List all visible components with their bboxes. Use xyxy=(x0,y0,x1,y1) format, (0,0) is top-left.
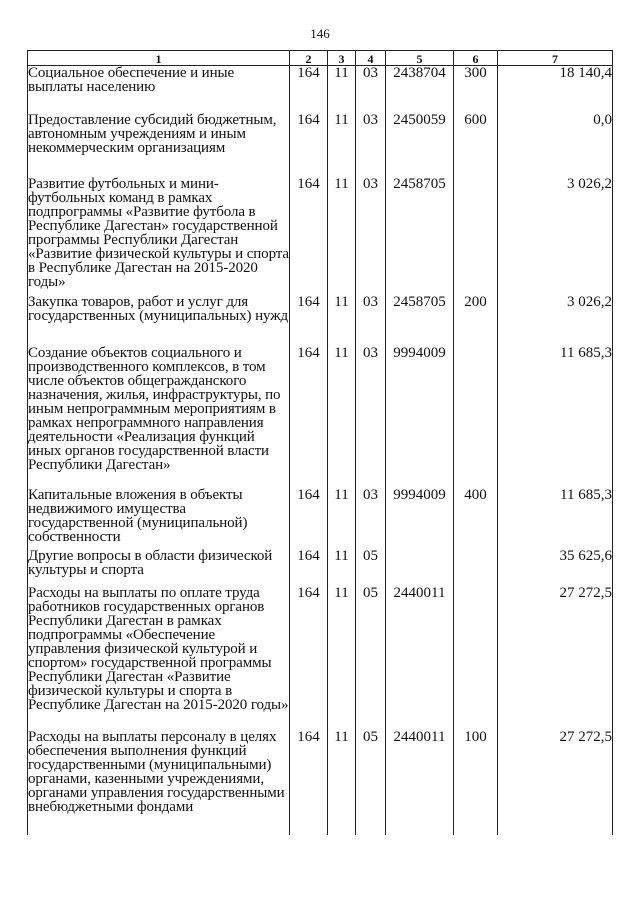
page-number: 146 xyxy=(310,26,330,41)
table-row xyxy=(28,177,613,295)
cell-pr-text: 05 xyxy=(363,547,378,564)
cell-rz-text: 11 xyxy=(334,344,349,361)
cell-vr xyxy=(454,295,498,346)
cell-rz-text: 11 xyxy=(334,175,349,192)
cell-vr-text: 200 xyxy=(464,293,487,310)
table-header-row xyxy=(28,51,613,66)
cell-name-text: Создание объектов социального и производственного комплексов, в том числе объектов общегражданского назначения, жилья, инфраструктуры, по иным непрограммным мероприятиям в рамках непрограммного направления деятельности «Реализация функций иных органов государственной власти Республики Дагестан» xyxy=(28,344,281,473)
cell-sum xyxy=(498,113,613,177)
cell-name-text: Развитие футбольных и мини-футбольных команд в рамках подпрограммы «Развитие футбола в Республике Дагестан» государственной программы Республики Дагестан «Развитие физической культуры и спорта в Республике Дагестан на 2015-2020 годы» xyxy=(28,175,289,290)
table-row xyxy=(28,66,613,113)
cell-name xyxy=(28,113,290,177)
table-row xyxy=(28,346,613,488)
cell-csr xyxy=(386,295,454,346)
cell-name xyxy=(28,295,290,346)
column-header: 4 xyxy=(356,51,386,66)
cell-rz-text: 11 xyxy=(334,293,349,310)
cell-ved xyxy=(290,346,328,488)
cell-name-text: Капитальные вложения в объекты недвижимого имущества государственной (муниципальной) собственности xyxy=(28,486,248,545)
table-row xyxy=(28,586,613,730)
cell-pr xyxy=(356,113,386,177)
cell-csr xyxy=(386,66,454,113)
cell-csr-text: 9994009 xyxy=(393,486,446,503)
cell-pr-text: 05 xyxy=(363,728,378,745)
column-header: 5 xyxy=(386,51,454,66)
cell-name-text: Социальное обеспечение и иные выплаты населению xyxy=(28,65,235,95)
cell-ved-text: 164 xyxy=(297,65,320,81)
cell-rz-text: 11 xyxy=(334,486,349,503)
cell-vr xyxy=(454,586,498,730)
column-header: 3 xyxy=(328,51,356,66)
cell-rz xyxy=(328,113,356,177)
cell-sum-text: 27 272,5 xyxy=(559,728,612,745)
cell-rz-text: 11 xyxy=(334,65,349,81)
cell-ved xyxy=(290,113,328,177)
cell-ved xyxy=(290,730,328,835)
cell-name xyxy=(28,177,290,295)
cell-vr xyxy=(454,346,498,488)
cell-name xyxy=(28,66,290,113)
cell-ved-text: 164 xyxy=(297,175,320,192)
cell-rz xyxy=(328,295,356,346)
cell-csr xyxy=(386,346,454,488)
cell-rz xyxy=(328,549,356,586)
cell-rz xyxy=(328,177,356,295)
cell-pr xyxy=(356,66,386,113)
cell-vr xyxy=(454,113,498,177)
cell-sum-text: 3 026,2 xyxy=(567,175,612,192)
cell-pr-text: 03 xyxy=(363,293,378,310)
cell-rz xyxy=(328,66,356,113)
cell-ved xyxy=(290,177,328,295)
cell-pr-text: 03 xyxy=(363,486,378,503)
cell-name-text: Расходы на выплаты по оплате труда работников государственных органов Республики Дагестан в рамках подпрограммы «Обеспечение управления физической культурой и спортом» государственной программы Республики Дагестан «Развитие физической культуры и спорта в Республике Дагестан на 2015-2020 годы» xyxy=(28,584,289,713)
cell-name-text: Другие вопросы в области физической культуры и спорта xyxy=(28,547,273,578)
cell-sum xyxy=(498,488,613,549)
cell-name xyxy=(28,549,290,586)
cell-vr xyxy=(454,177,498,295)
table-row xyxy=(28,549,613,586)
cell-csr xyxy=(386,113,454,177)
cell-vr xyxy=(454,66,498,113)
cell-rz xyxy=(328,488,356,549)
cell-csr-text: 2440011 xyxy=(393,728,446,745)
cell-name-text: Закупка товаров, работ и услуг для государственных (муниципальных) нужд xyxy=(28,293,289,324)
cell-pr-text: 05 xyxy=(363,584,378,601)
cell-sum-text: 3 026,2 xyxy=(567,293,612,310)
cell-pr xyxy=(356,177,386,295)
cell-name xyxy=(28,488,290,549)
cell-vr-text: 400 xyxy=(464,486,487,503)
cell-name xyxy=(28,346,290,488)
column-header: 1 xyxy=(28,51,290,66)
cell-sum xyxy=(498,586,613,730)
cell-sum xyxy=(498,295,613,346)
cell-name-text: Предоставление субсидий бюджетным, автономным учреждениям и иным некоммерческим организациям xyxy=(28,111,277,156)
cell-sum xyxy=(498,549,613,586)
cell-sum xyxy=(498,346,613,488)
cell-rz xyxy=(328,346,356,488)
cell-pr xyxy=(356,730,386,835)
cell-vr-text: 600 xyxy=(464,111,487,128)
budget-table xyxy=(27,50,613,835)
cell-csr-text: 2458705 xyxy=(393,293,446,310)
cell-pr xyxy=(356,346,386,488)
cell-sum-text: 18 140,4 xyxy=(559,65,612,81)
cell-ved xyxy=(290,549,328,586)
cell-ved-text: 164 xyxy=(297,293,320,310)
cell-pr-text: 03 xyxy=(363,65,378,81)
cell-name xyxy=(28,730,290,835)
cell-vr xyxy=(454,730,498,835)
cell-sum-text: 35 625,6 xyxy=(559,547,612,564)
cell-vr-text: 300 xyxy=(464,65,487,81)
cell-pr xyxy=(356,295,386,346)
cell-csr-text: 2450059 xyxy=(393,111,446,128)
column-header: 7 xyxy=(498,51,613,66)
cell-ved xyxy=(290,488,328,549)
cell-csr xyxy=(386,549,454,586)
column-header: 6 xyxy=(454,51,498,66)
cell-csr xyxy=(386,488,454,549)
cell-ved xyxy=(290,586,328,730)
cell-name-text: Расходы на выплаты персоналу в целях обеспечения выполнения функций государственными (муниципальными) органами, казенными учреждениями, органами управления государственными внебюджетными фондами xyxy=(28,728,285,815)
table-row xyxy=(28,488,613,549)
table-row xyxy=(28,730,613,835)
cell-sum xyxy=(498,177,613,295)
cell-sum-text: 27 272,5 xyxy=(559,584,612,601)
cell-ved-text: 164 xyxy=(297,111,320,128)
cell-ved-text: 164 xyxy=(297,547,320,564)
table-row xyxy=(28,113,613,177)
cell-ved xyxy=(290,295,328,346)
cell-rz-text: 11 xyxy=(334,728,349,745)
cell-ved-text: 164 xyxy=(297,728,320,745)
cell-csr xyxy=(386,730,454,835)
cell-sum-text: 11 685,3 xyxy=(560,486,612,503)
cell-csr-text: 2438704 xyxy=(393,65,446,81)
cell-csr xyxy=(386,586,454,730)
cell-pr-text: 03 xyxy=(363,111,378,128)
table-row xyxy=(28,295,613,346)
cell-name xyxy=(28,586,290,730)
column-header: 2 xyxy=(290,51,328,66)
cell-ved-text: 164 xyxy=(297,486,320,503)
cell-pr xyxy=(356,488,386,549)
cell-rz-text: 11 xyxy=(334,111,349,128)
cell-sum-text: 11 685,3 xyxy=(560,344,612,361)
cell-rz-text: 11 xyxy=(334,584,349,601)
cell-pr xyxy=(356,586,386,730)
cell-sum xyxy=(498,730,613,835)
cell-ved xyxy=(290,66,328,113)
cell-ved-text: 164 xyxy=(297,344,320,361)
cell-csr-text: 2458705 xyxy=(393,175,446,192)
cell-rz xyxy=(328,586,356,730)
cell-pr xyxy=(356,549,386,586)
cell-pr-text: 03 xyxy=(363,344,378,361)
cell-sum-text: 0,0 xyxy=(593,111,612,128)
cell-rz xyxy=(328,730,356,835)
cell-vr xyxy=(454,488,498,549)
cell-vr-text: 100 xyxy=(464,728,487,745)
cell-csr-text: 9994009 xyxy=(393,344,446,361)
cell-rz-text: 11 xyxy=(334,547,349,564)
cell-csr xyxy=(386,177,454,295)
cell-vr xyxy=(454,549,498,586)
cell-sum xyxy=(498,66,613,113)
cell-ved-text: 164 xyxy=(297,584,320,601)
cell-pr-text: 03 xyxy=(363,175,378,192)
cell-csr-text: 2440011 xyxy=(393,584,446,601)
